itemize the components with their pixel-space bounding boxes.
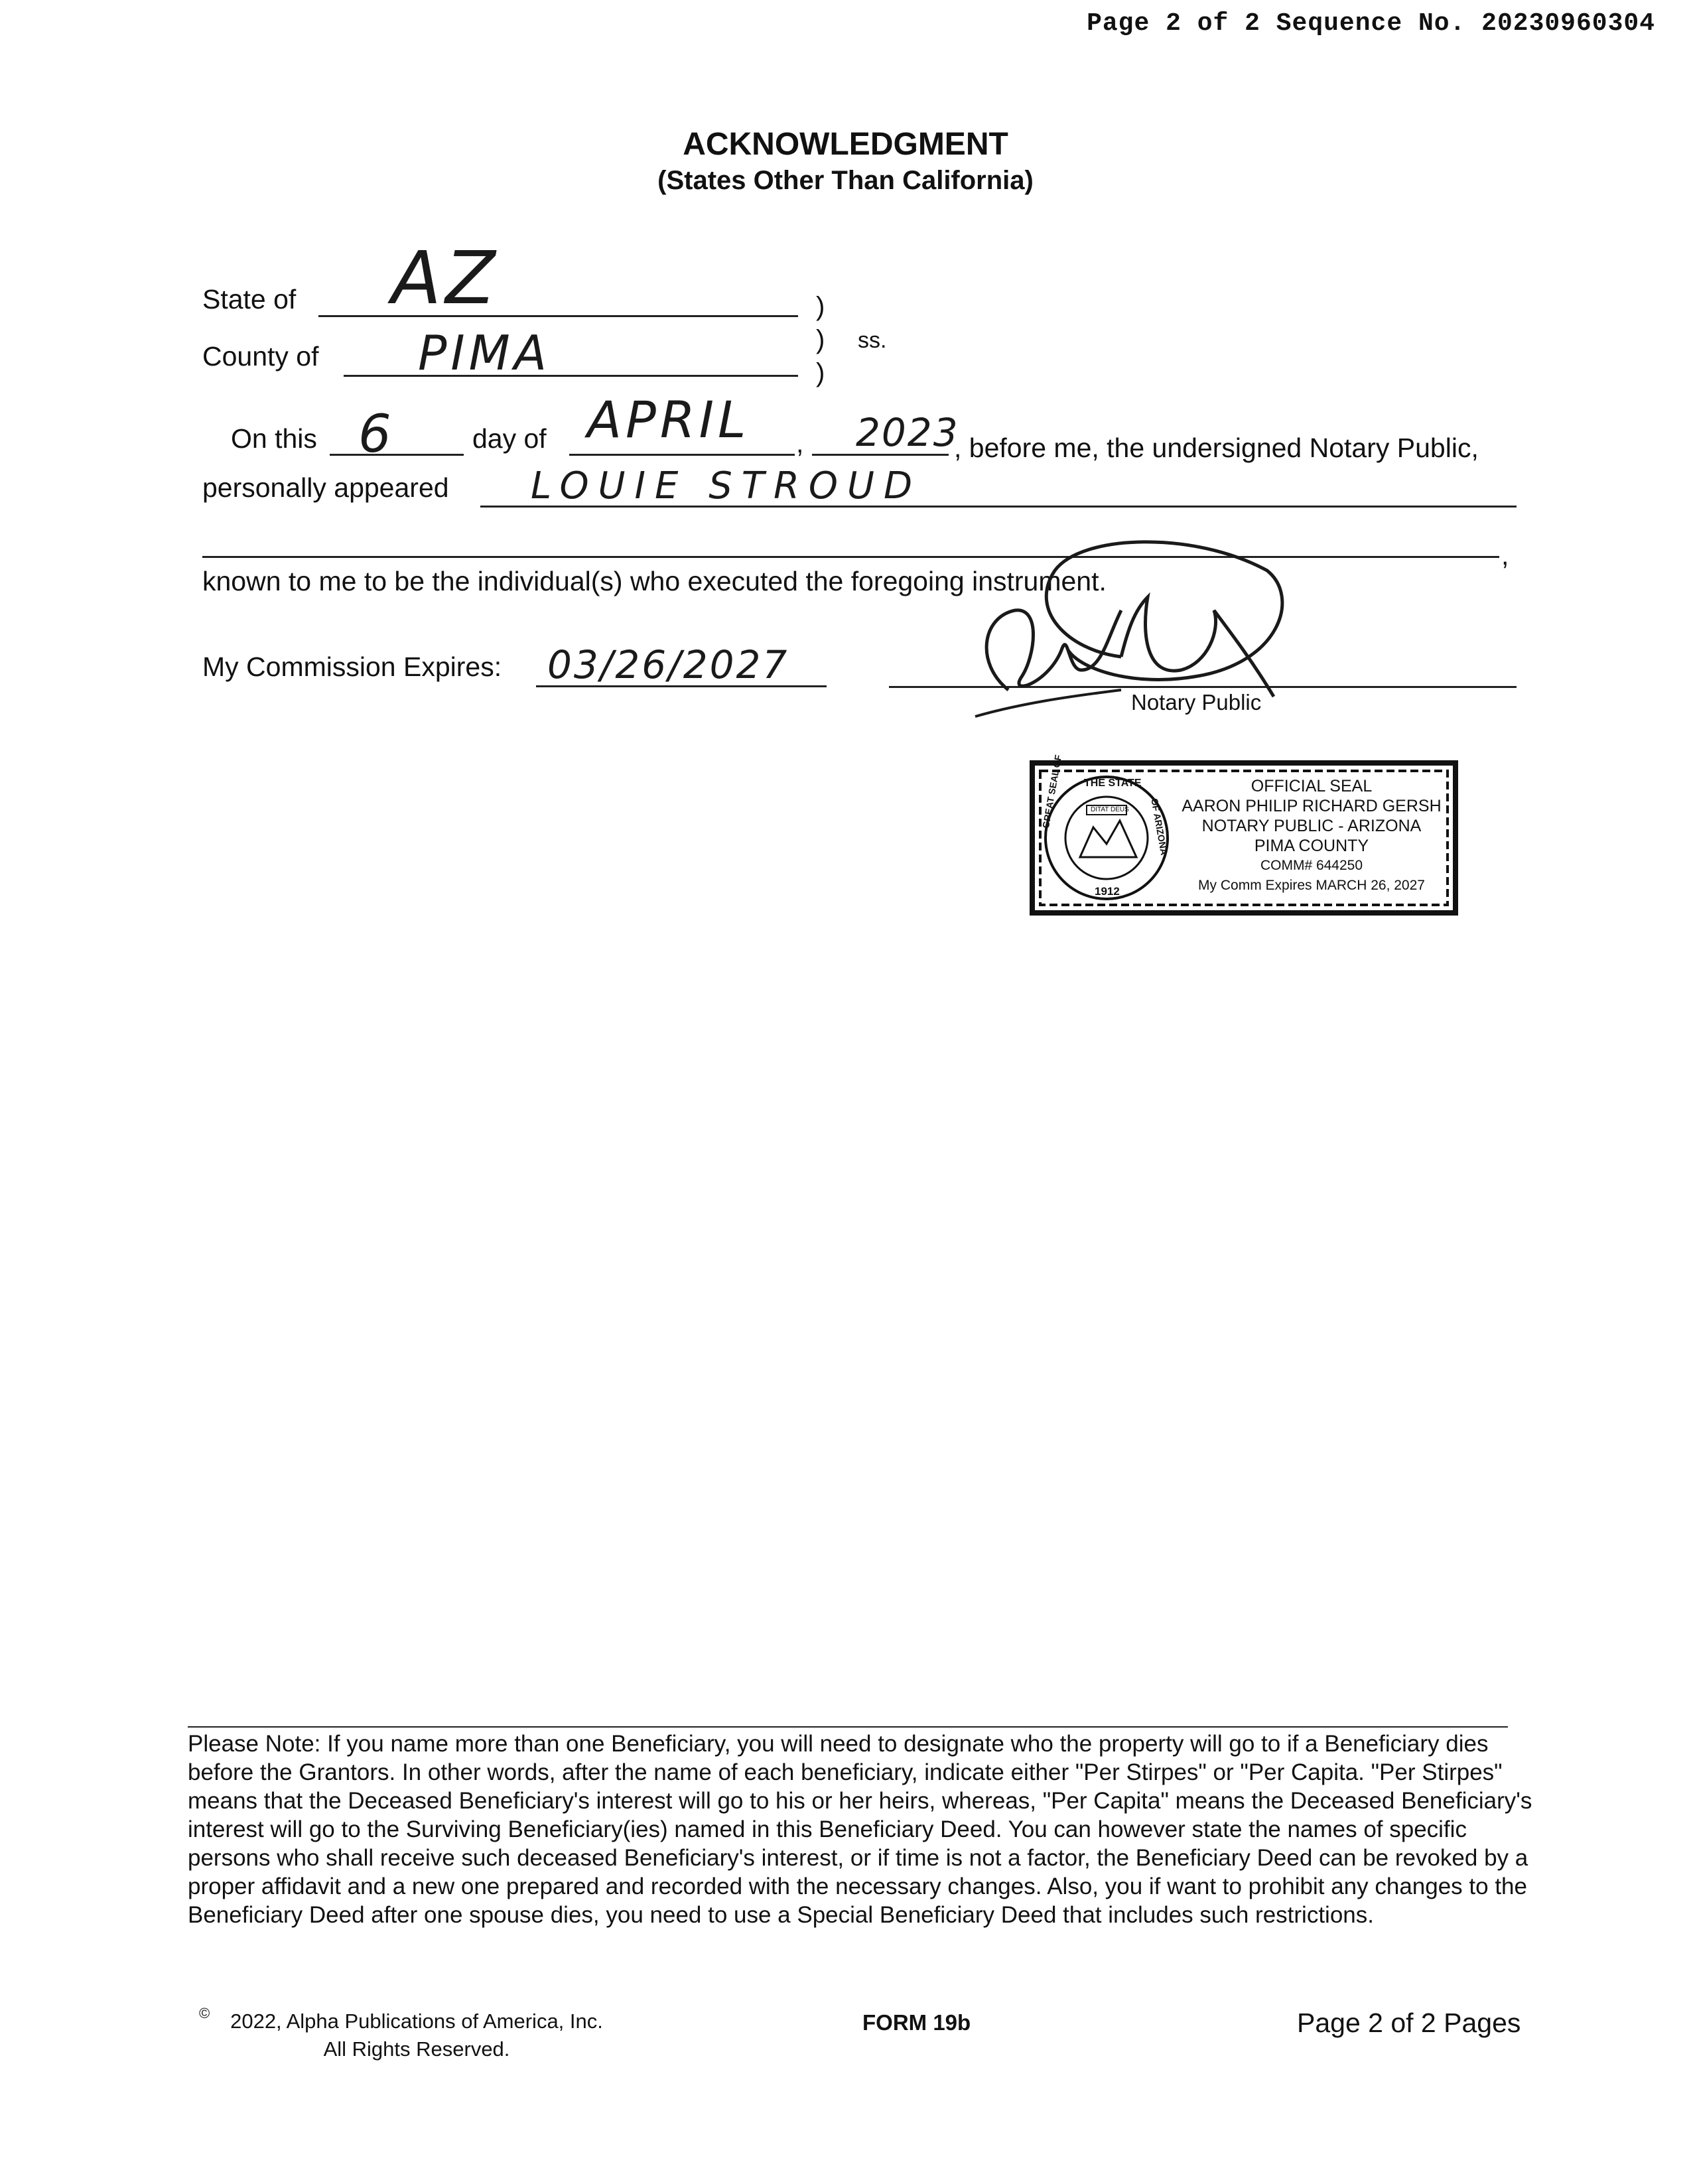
document-subtitle: (States Other Than California): [657, 166, 1034, 195]
seal-motto: DITAT DEUS: [1091, 806, 1129, 813]
commission-label: My Commission Expires:: [202, 651, 502, 682]
seal-line-official: OFFICIAL SEAL: [1251, 777, 1373, 795]
page-count: Page 2 of 2 Pages: [1297, 2008, 1521, 2038]
seal-text: [1176, 776, 1448, 896]
day-line: [330, 454, 464, 456]
month-value: APRIL: [587, 390, 750, 449]
seal-line-name: AARON PHILIP RICHARD GERSH: [1182, 797, 1442, 815]
state-line: [318, 315, 798, 317]
state-label: State of: [202, 284, 297, 314]
known-text: known to me to be the individual(s) who executed the foregoing instrument.: [202, 566, 1107, 596]
county-value: PIMA: [418, 325, 551, 381]
please-note-paragraph: Please Note: If you name more than one Beneficiary, you will need to designate who the property will go to if a Beneficiary dies before the Grantors. In other words, after the name of each beneficiary, indicate either "Per Stirpes" or "Per Capita. "Per Stirpes" means that the Deceased Beneficiary's interest will go to his or her heirs, whereas, "Per Capita" means the Deceased Beneficiary's interest will go to the Surviving Beneficiary(ies) named in this Beneficiary Deed. You can however state the names of specific persons who shall receive such deceased Beneficiary's interest, or if time is not a factor, the Beneficiary Deed can be revoked by a proper affidavit and a new one prepared and recorded with the necessary changes. Also, you if want to prohibit any changes to the Beneficiary Deed after one spouse dies, you need to use a Special Beneficiary Deed that includes such restrictions.: [188, 1731, 1532, 1928]
bracket-3: ): [816, 358, 825, 387]
person-value: LOUIE STROUD: [531, 464, 922, 508]
year-value: 2023: [856, 410, 959, 455]
ss-label: ss.: [858, 328, 887, 353]
document-title: ACKNOWLEDGMENT: [683, 127, 1008, 162]
on-this-label: On this: [231, 423, 317, 454]
notary-seal: [1027, 754, 1461, 918]
bracket-1: ): [816, 292, 825, 321]
form-number: FORM 19b: [862, 2010, 971, 2035]
notary-public-caption: Notary Public: [1131, 690, 1262, 715]
month-comma: ,: [796, 428, 804, 458]
copyright-line-2: All Rights Reserved.: [323, 2037, 510, 2061]
before-me-text: , before me, the undersigned Notary Public,: [954, 433, 1479, 463]
seal-line-county: PIMA COUNTY: [1254, 837, 1369, 855]
state-value: AZ: [391, 236, 500, 320]
seal-line-comm: COMM# 644250: [1260, 858, 1363, 873]
personally-appeared-label: personally appeared: [202, 472, 449, 503]
copyright-line-1: 2022, Alpha Publications of America, Inc.: [230, 2010, 603, 2033]
seal-ring-bottom: 1912: [1095, 885, 1120, 898]
person-trailing-comma: ,: [1501, 540, 1509, 571]
copyright-symbol: ©: [199, 2005, 210, 2021]
day-value: 6: [358, 405, 395, 464]
sequence-header: Page 2 of 2 Sequence No. 20230960304: [1087, 9, 1655, 38]
seal-ring-top: THE STATE: [1084, 778, 1142, 789]
county-line: [344, 375, 798, 377]
seal-ring-right: OF ARIZONA: [1149, 797, 1170, 856]
county-label: County of: [202, 341, 319, 372]
seal-line-title: NOTARY PUBLIC - ARIZONA: [1201, 817, 1422, 835]
person-line-2: [202, 556, 1499, 558]
seal-line-expires: My Comm Expires MARCH 26, 2027: [1198, 878, 1425, 893]
footer-copyright: [198, 2008, 636, 2063]
bracket-2: ): [816, 325, 825, 354]
note-rule: [188, 1726, 1508, 1728]
day-of-label: day of: [472, 423, 547, 454]
seal-ring-left: GREAT SEAL OF: [1040, 754, 1064, 829]
commission-value: 03/26/2027: [547, 642, 789, 687]
month-line: [569, 454, 795, 456]
